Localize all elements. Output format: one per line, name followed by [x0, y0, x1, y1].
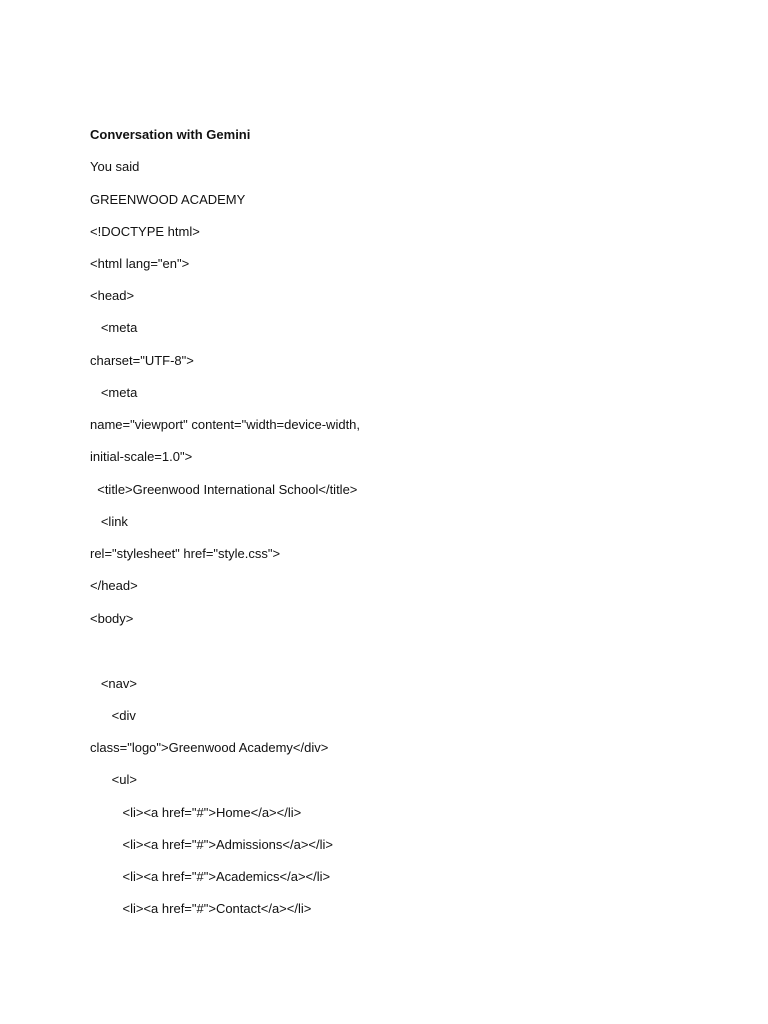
document-line: <link: [90, 514, 128, 529]
document-line: <head>: [90, 288, 135, 303]
document-line: </head>: [90, 578, 138, 593]
document-line: <title>Greenwood International School</title>: [90, 482, 358, 497]
document-line: charset="UTF-8">: [90, 353, 194, 368]
document-line: rel="stylesheet" href="style.css">: [90, 546, 281, 561]
document-line: <li><a href="#">Contact</a></li>: [90, 901, 312, 916]
document-line: <nav>: [90, 676, 137, 691]
document-line: <!DOCTYPE html>: [90, 224, 200, 239]
document-line: class="logo">Greenwood Academy</div>: [90, 740, 329, 755]
document-line: <meta: [90, 320, 138, 335]
document-line: <html lang="en">: [90, 256, 190, 271]
document-line: <body>: [90, 611, 134, 626]
document-line: initial-scale=1.0">: [90, 449, 193, 464]
document-line: <li><a href="#">Admissions</a></li>: [90, 837, 334, 852]
speaker-label: You said: [90, 159, 140, 174]
document-line: <li><a href="#">Academics</a></li>: [90, 869, 331, 884]
document-line: name="viewport" content="width=device-width,: [90, 417, 361, 432]
document-heading: Conversation with Gemini: [90, 127, 251, 142]
document-line: <meta: [90, 385, 138, 400]
document-line: <li><a href="#">Home</a></li>: [90, 805, 302, 820]
document-line: GREENWOOD ACADEMY: [90, 192, 246, 207]
document-line: <div: [90, 708, 136, 723]
document-line: <ul>: [90, 772, 137, 787]
